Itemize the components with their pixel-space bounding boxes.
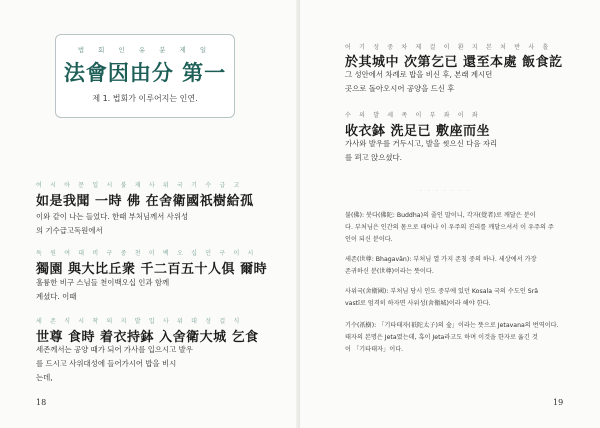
verse-ruby: 독 원 여 대 비 구 중 천 이 백 오 십 인 구 이 시 xyxy=(36,250,257,257)
chapter-title-ruby: 법 회 인 유 분 제 일 xyxy=(77,46,213,54)
verse-ruby: 어 기 성 중 차 제 걸 이 환 지 본 처 반 사 흘 xyxy=(345,44,552,51)
verse-hanja: 世尊 食時 着衣持鉢 入舍衛大城 乞食 xyxy=(36,330,259,345)
verse-hanja: 如是我聞 一時 佛 在舍衛國祇樹給孤 xyxy=(36,194,254,209)
footnote-line: 다. 부처님은 인간의 몸으로 태어나 이 우주의 진리를 깨달으셔서 이 우주의 주 xyxy=(345,224,554,231)
chapter-title: 法會因由分 第一 xyxy=(63,60,227,85)
footnote xyxy=(345,286,563,310)
page-number-left: 18 xyxy=(36,398,47,407)
verse-translation xyxy=(36,210,276,238)
translation-line: 이와 같이 나는 들었다. 한때 부처님께서 사위성 xyxy=(36,212,189,221)
translation-line: 그 성안에서 차례로 밥을 비신 후, 본래 계시던 xyxy=(345,70,493,79)
page-number-right: 19 xyxy=(553,398,564,407)
footnote xyxy=(345,254,563,278)
verse-hanja: 於其城中 次第乞已 還至本處 飯食訖 xyxy=(345,55,563,70)
footnote-line: 불(佛): 붓다(佛陀: Buddha)의 줄인 말이니, 각자(覺者)로 깨달은 분이 xyxy=(345,212,536,219)
translation-line: 를 펴고 앉으셨다. xyxy=(345,153,403,162)
footnote-line: vastī로 엄격히 하자면 사위성(舍衛城)이라 해야 한다. xyxy=(345,300,491,307)
verse-ruby: 수 의 발 세 족 이 부 좌 이 좌 xyxy=(345,112,481,119)
footnote-line: 인이 되신 분이다. xyxy=(345,236,393,243)
translation-line: 의 기수급고독원에서 xyxy=(36,226,103,235)
footnote-line: 기수(祇樹): 「기타태자(祇陀太子)의 숲」이라는 뜻으로 Jetavana의 번역이다. xyxy=(345,322,559,329)
footnote-line: 존귀하신 분(世尊)이라는 뜻이다. xyxy=(345,268,434,275)
verse-translation xyxy=(345,137,585,165)
footnote xyxy=(345,320,563,356)
footnote-line: 태자의 본명은 Jeta였는데, 혹이 Jeta라고도 하며 이것을 한자로 옮긴 것 xyxy=(345,334,538,341)
translation-line: 를 드시고 사위대성에 들어가시어 밥을 비시 xyxy=(36,359,177,368)
verse-translation xyxy=(36,343,276,385)
translation-line: 는데, xyxy=(36,373,53,382)
translation-line: 훌륭한 비구 스님들 천이백오십 인과 함께 xyxy=(36,278,170,287)
footnote-line: 사위국(舍衛國): 부처님 당시 인도 중부에 있던 Kosala 국의 수도인 Srā xyxy=(345,288,539,295)
footnote-line: 이 「기타태자」이다. xyxy=(345,346,404,353)
verse-hanja: 收衣鉢 洗足已 敷座而坐 xyxy=(345,124,491,139)
verse-translation xyxy=(345,68,585,96)
translation-line: 세존께서는 공양 때가 되어 가사를 입으시고 발우 xyxy=(36,345,193,354)
translation-line: 가사와 발우를 거두시고, 발을 씻으신 다음 자리 xyxy=(345,139,498,148)
verse-translation xyxy=(36,276,276,304)
verse-ruby: 여 시 아 문 일 시 불 재 사 위 국 기 수 급 고 xyxy=(36,182,243,189)
chapter-title-box xyxy=(55,34,235,118)
chapter-subtitle: 제 1. 법회가 이루어지는 인연. xyxy=(92,94,198,103)
section-divider: · · · · · · · xyxy=(420,188,471,195)
translation-line: 곳으로 돌아오시어 공양을 드신 후 xyxy=(345,84,455,93)
translation-line: 계셨다. 이때 xyxy=(36,292,77,301)
verse-hanja: 獨園 與大比丘衆 千二百五十人俱 爾時 xyxy=(36,262,268,277)
footnote-line: 세존(世尊: Bhagavān): 부처님 열 가지 존칭 중의 하나. 세상에서 가장 xyxy=(345,256,537,263)
verse-ruby: 세 존 식 시 착 의 지 발 입 사 위 대 성 걸 식 xyxy=(36,318,243,325)
footnote xyxy=(345,210,563,246)
